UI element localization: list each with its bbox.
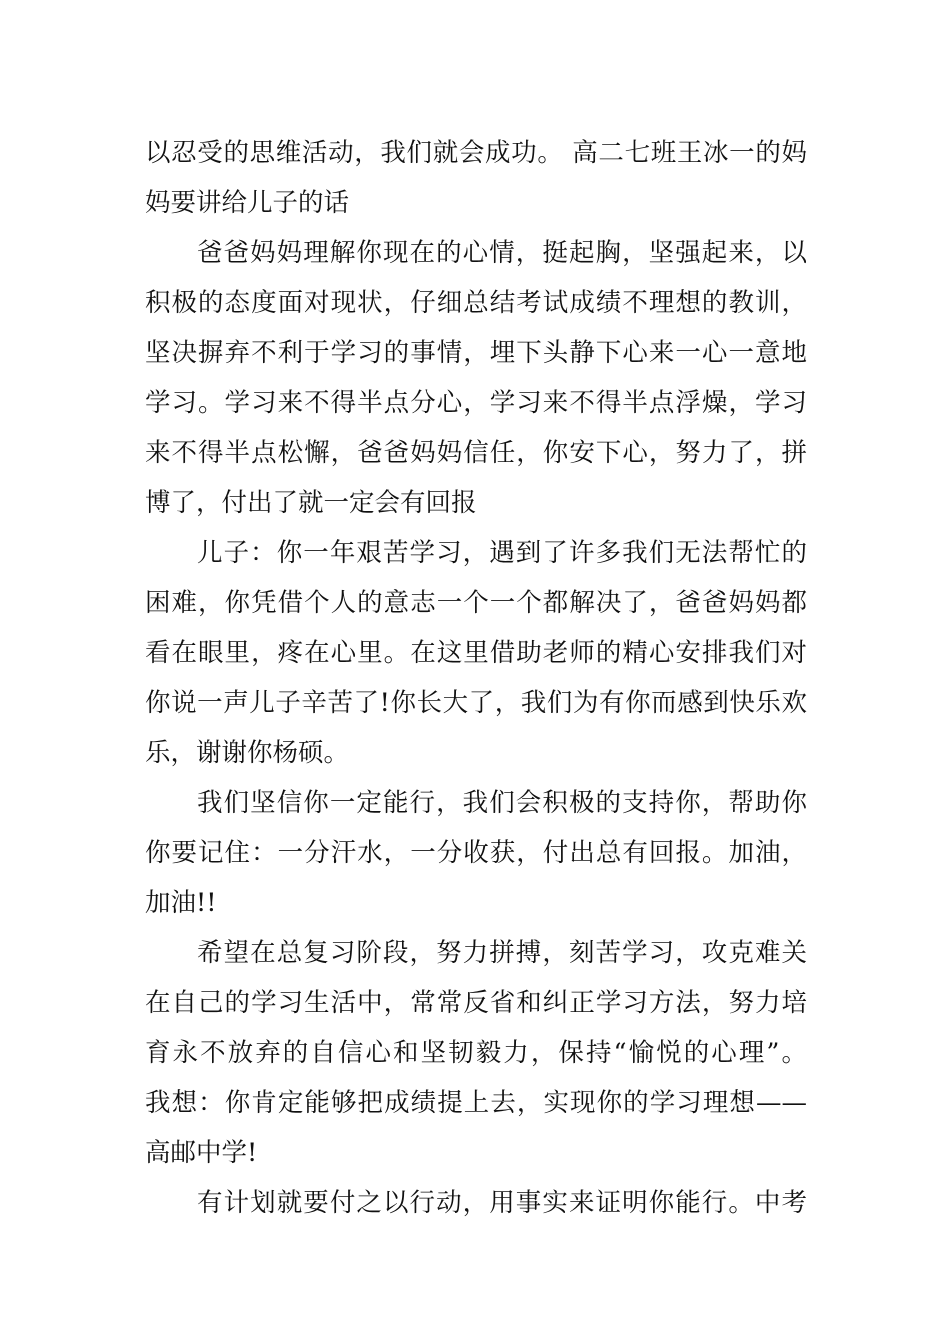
text-line: 在自己的学习生活中，常常反省和纠正学习方法，努力培 [145,988,807,1018]
text-line: 看在眼里，疼在心里。在这里借助老师的精心安排我们对 [145,638,807,668]
text-line: 你说一声儿子辛苦了!你长大了，我们为有你而感到快乐欢 [145,688,807,718]
document-page [145,128,807,1228]
paragraph-first-line: 有计划就要付之以行动，用事实来证明你能行。中考 [197,1188,807,1218]
paragraph-first-line: 希望在总复习阶段，努力拼搏，刻苦学习，攻克难关 [197,938,807,968]
text-line: 我想：你肯定能够把成绩提上去，实现你的学习理想—— [145,1088,807,1118]
text-line: 妈要讲给儿子的话 [145,188,350,218]
paragraph-first-line: 我们坚信你一定能行，我们会积极的支持你，帮助你 [197,788,807,818]
text-line: 积极的态度面对现状，仔细总结考试成绩不理想的教训， [145,288,807,318]
paragraph-first-line: 儿子：你一年艰苦学习，遇到了许多我们无法帮忙的 [197,538,807,568]
paragraph-first-line: 爸爸妈妈理解你现在的心情，挺起胸，坚强起来，以 [197,238,807,268]
text-line: 高邮中学! [145,1138,258,1168]
text-line: 乐，谢谢你杨硕。 [145,738,350,768]
text-line: 坚决摒弃不利于学习的事情，埋下头静下心来一心一意地 [145,338,807,368]
text-line: 困难，你凭借个人的意志一个一个都解决了，爸爸妈妈都 [145,588,807,618]
text-line: 博了，付出了就一定会有回报 [145,488,477,518]
text-line: 育永不放弃的自信心和坚韧毅力，保持“愉悦的心理”。 [145,1038,807,1068]
text-line: 来不得半点松懈，爸爸妈妈信任，你安下心，努力了，拼 [145,438,807,468]
text-line: 你要记住：一分汗水，一分收获，付出总有回报。加油， [145,838,807,868]
text-line: 以忍受的思维活动，我们就会成功。 高二七班王冰一的妈 [145,138,807,168]
text-line: 学习。学习来不得半点分心，学习来不得半点浮燥，学习 [145,388,807,418]
text-line: 加油!! [145,888,217,918]
